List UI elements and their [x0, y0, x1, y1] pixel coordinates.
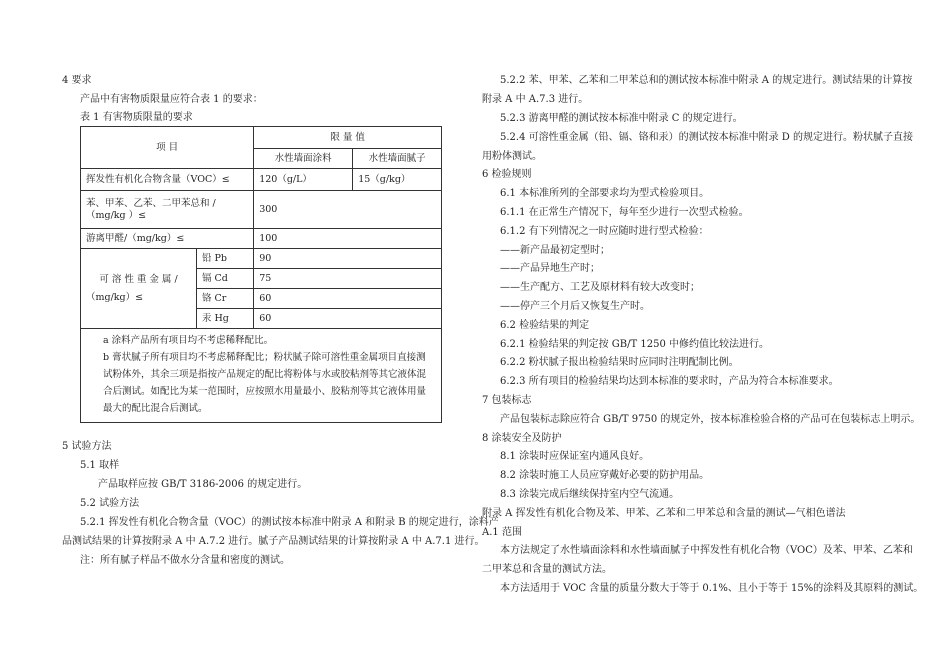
- header-limit: 限 量 值: [254, 127, 442, 149]
- row-btx-label: 苯、甲苯、乙苯、二甲苯总和 / （mg/kg ）≤: [81, 191, 254, 229]
- section-5-1: 5.1 取样: [80, 460, 120, 471]
- metal-cd: 镉 Cd: [197, 269, 254, 289]
- metal-hg-value: 60: [254, 309, 442, 329]
- harmful-substance-table: [80, 126, 442, 423]
- section-6-1-2: 6.1.2 有下列情况之一时应随时进行型式检验：: [500, 226, 709, 237]
- appendix-a1-para2: 本方法适用于 VOC 含量的质量分数大于等于 0.1%、且小于等于 15%的涂料及其原料的测试。: [500, 583, 924, 594]
- note-b: b 膏状腻子所有项目均不考虑稀释配比；粉状腻子除可溶性重金属项目直接测试粉体外，其余三项是指按产品规定的配比将粉体与水或胶粘剂等其它液体混合后测试。如配比为某一范围时，应按照水用量最小、胶粘剂等其它液体用量最大的配比混合后测试。: [103, 352, 427, 414]
- bullet-formula-change: ——生产配方、工艺及原材料有较大改变时；: [500, 282, 700, 293]
- section-5-1-text: 产品取样应按 GB/T 3186-2006 的规定进行。: [98, 479, 308, 490]
- section-6-title: 6 检验规则: [482, 169, 532, 180]
- header-paint: 水性墙面涂料: [254, 149, 353, 169]
- note-a: a 涂料产品所有项目均不考虑稀释配比。: [103, 335, 274, 346]
- section-7-text: 产品包装标志除应符合 GB/T 9750 的规定外，按本标准检验合格的产品可在包装标志上明示。: [500, 414, 921, 425]
- row-btx-value: 300: [254, 191, 442, 229]
- section-5-2-2-line2: 附录 A 中 A.7.3 进行。: [482, 94, 589, 105]
- section-5-2-2-line1: 5.2.2 苯、甲苯、乙苯和二甲苯总和的测试按本标准中附录 A 的规定进行。测试结果的计算按: [500, 75, 913, 86]
- section-8-1: 8.1 涂装时应保证室内通风良好。: [500, 451, 650, 462]
- header-putty: 水性墙面腻子: [353, 149, 442, 169]
- section-5-2-4-line1: 5.2.4 可溶性重金属（铅、镉、铬和汞）的测试按本标准中附录 D 的规定进行。粉状腻子直接: [500, 132, 913, 143]
- appendix-a1-para1-line1: 本方法规定了水性墙面涂料和水性墙面腻子中挥发性有机化合物（VOC）及苯、甲苯、乙苯和: [500, 545, 913, 556]
- section-8-2: 8.2 涂装时施工人员应穿戴好必要的防护用品。: [500, 470, 710, 481]
- row-voc-putty: 15（g/kg）: [353, 169, 442, 191]
- section-8-title: 8 涂装安全及防护: [482, 433, 562, 444]
- metal-hg: 汞 Hg: [197, 309, 254, 329]
- row-voc-label: 挥发性有机化合物含量（VOC）≤: [81, 169, 254, 191]
- appendix-a1-heading: A.1 范围: [482, 527, 522, 538]
- section-4-title: 4 要求: [62, 75, 92, 86]
- appendix-a1-para1-line2: 二甲苯总和含量的测试方法。: [482, 564, 612, 575]
- section-6-2-2: 6.2.2 粉状腻子报出检验结果时应同时注明配制比例。: [500, 357, 739, 368]
- bullet-resume: ——停产三个月后又恢复生产时。: [500, 301, 650, 312]
- section-5-2-note: 注：所有腻子样品不做水分含量和密度的测试。: [80, 555, 290, 566]
- section-6-1: 6.1 本标准所列的全部要求均为型式检验项目。: [500, 188, 710, 199]
- section-6-2-1: 6.2.1 检验结果的判定按 GB/T 1250 中修约值比较法进行。: [500, 339, 769, 350]
- metal-cr: 铬 Cr: [197, 289, 254, 309]
- section-6-2: 6.2 检验结果的判定: [500, 320, 590, 331]
- section-5-2-4-line2: 用粉体测试。: [482, 151, 542, 162]
- section-5-2-3: 5.2.3 游离甲醛的测试按本标准中附录 C 的规定进行。: [500, 113, 743, 124]
- section-6-2-3: 6.2.3 所有项目的检验结果均达到本标准的要求时，产品为符合本标准要求。: [500, 376, 839, 387]
- section-7-title: 7 包装标志: [482, 395, 532, 406]
- section-5-2-1-line1: 5.2.1 挥发性有机化合物含量（VOC）的测试按本标准中附录 A 和附录 B 的规定进行，涂料产: [80, 517, 499, 528]
- metal-cr-value: 60: [254, 289, 442, 309]
- row-voc-paint: 120（g/L）: [254, 169, 353, 191]
- row-hcho-value: 100: [254, 229, 442, 249]
- bullet-relocation: ——产品异地生产时；: [500, 263, 600, 274]
- row-hcho-label: 游离甲醛/（mg/kg）≤: [81, 229, 254, 249]
- header-item: 项 目: [81, 127, 254, 169]
- table-caption: 表 1 有害物质限量的要求: [80, 112, 193, 123]
- section-5-2-1-line2: 品测试结果的计算按附录 A 中 A.7.2 进行。腻子产品测试结果的计算按附录 A 中 A.7.1 进行。: [62, 536, 485, 547]
- appendix-a-title: 附录 A 挥发性有机化合物及苯、甲苯、乙苯和二甲苯总和含量的测试—气相色谱法: [482, 508, 846, 519]
- section-8-3: 8.3 涂装完成后继续保持室内空气流通。: [500, 489, 680, 500]
- metal-pb: 铅 Pb: [197, 249, 254, 269]
- metal-cd-value: 75: [254, 269, 442, 289]
- section-6-1-1: 6.1.1 在正常生产情况下，每年至少进行一次型式检验。: [500, 207, 749, 218]
- section-5-title: 5 试验方法: [62, 441, 112, 452]
- row-metal-label: 可 溶 性 重 金 属 / （mg/kg）≤: [81, 249, 197, 329]
- metal-pb-value: 90: [254, 249, 442, 269]
- bullet-new-product: ——新产品最初定型时；: [500, 245, 610, 256]
- section-5-2: 5.2 试验方法: [80, 498, 140, 509]
- section-4-intro: 产品中有害物质限量应符合表 1 的要求：: [80, 94, 263, 105]
- table-notes: [81, 329, 442, 423]
